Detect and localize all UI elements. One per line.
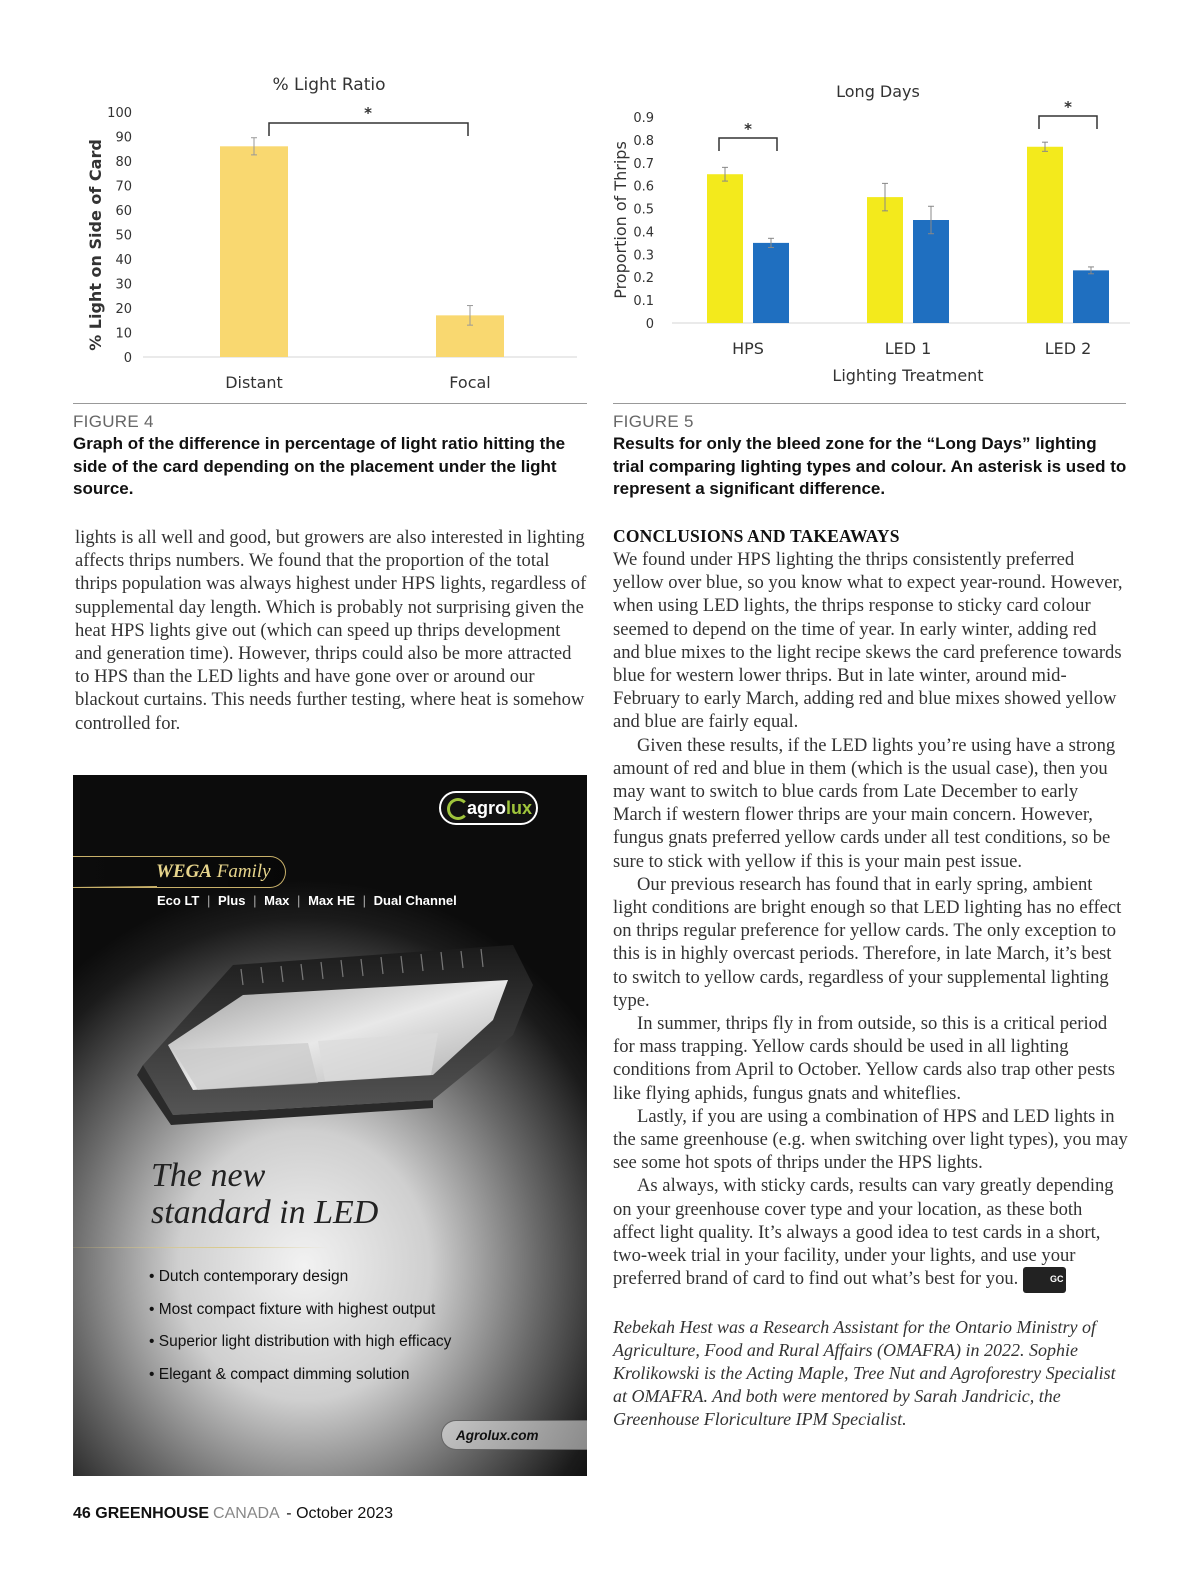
feature-item: • Dutch contemporary design	[149, 1268, 349, 1285]
feature-item: • Most compact fixture with highest output	[149, 1300, 436, 1318]
magazine-name: GREENHOUSE	[95, 1505, 210, 1522]
y-tick-label: 0.2	[633, 271, 654, 287]
y-tick-label: 90	[115, 130, 132, 146]
model-item: Plus	[218, 893, 246, 908]
significance-asterisk: *	[744, 120, 752, 138]
feature-list	[149, 1268, 451, 1398]
led-fixture-image	[113, 925, 553, 1155]
bar-yellow-led2	[1027, 147, 1063, 323]
significance-asterisk: *	[1064, 98, 1072, 116]
body-paragraph: Our previous research has found that in early spring, ambient light conditions are bright enough so that LED lighting has no effect on thrips regular preference for yellow cards. The only exception to this is in highly overcast periods. Therefore, in late March, it’s best to switch to yellow cards, regardless of your supplemental lighting type.	[613, 873, 1122, 1011]
ad-tagline	[151, 1157, 378, 1231]
model-item: Dual Channel	[373, 893, 457, 908]
significance-bracket	[1039, 116, 1097, 129]
section-heading: CONCLUSIONS AND TAKEAWAYS	[613, 526, 900, 546]
body-paragraph: Given these results, if the LED lights you’re using have a strong amount of red and blue in them (which is the usual case), then you may want to switch to blue cards from Late December to early March if western flower thrips are your main concern. However, fungus gnats preferred yellow cards under all test conditions, so be sure to stick with yellow if this is your main pest issue.	[613, 734, 1116, 872]
y-tick-label: 0.7	[633, 156, 654, 172]
feature-item: • Elegant & compact dimming solution	[149, 1365, 410, 1383]
y-tick-label: 70	[115, 179, 132, 195]
body-paragraph: Lastly, if you are using a combination of HPS and LED lights in the same greenhouse (e.g. when switching over light types), you may see some hot spots of thrips under the HPS lights.	[613, 1105, 1128, 1174]
family-brand: WEGA	[156, 861, 212, 882]
model-item: Max	[264, 893, 290, 908]
conclusions-section	[613, 526, 1128, 1432]
bar-blue-led2	[1073, 270, 1109, 323]
figure5-label: FIGURE 5	[613, 412, 694, 431]
body-paragraph: lights is all well and good, but growers are also interested in lighting affects thrips numbers. We found that the proportion of the total thrips population was always highest under HPS lights, regardless of supplemental day length. Which is probably not surprising given the heat HPS lights give out (which can speed up thrips development and generation time). However, thrips could also be more attracted to HPS than the LED lights and have gone over or around our blackout curtains. This needs further testing, where heat is somehow controlled for.	[75, 527, 587, 734]
y-tick-label: 30	[115, 277, 132, 293]
y-tick-label: 40	[115, 253, 132, 268]
x-tick-label: HPS	[732, 339, 764, 358]
issue-date: - October 2023	[286, 1505, 394, 1522]
left-column-text	[75, 526, 587, 735]
y-tick-label: 0.1	[633, 294, 654, 310]
y-tick-label: 0.3	[633, 248, 654, 264]
y-tick-label: 0.5	[633, 202, 654, 218]
magazine-name-light: CANADA	[213, 1505, 279, 1522]
body-paragraph-final	[613, 1174, 1128, 1292]
x-tick-label: Focal	[449, 373, 491, 392]
agrolux-advertisement[interactable]	[73, 775, 587, 1476]
y-tick-label: 0.8	[633, 133, 654, 149]
y-tick-label: 0	[645, 317, 654, 332]
body-paragraph: In summer, thrips fly in from outside, so this is a critical period for mass trapping. Yellow cards should be used in all lighting conditions from April to October. Yellow cards also trap other pests like flying aphids, fungus gnats and whiteflies.	[613, 1013, 1115, 1104]
figure4-label: FIGURE 4	[73, 412, 154, 431]
figure5-rule	[613, 403, 1126, 404]
bar-yellow-hps	[707, 174, 743, 323]
tagline-line-1: The new	[151, 1157, 266, 1194]
feature-item: • Superior light distribution with high efficacy	[149, 1333, 452, 1350]
bar-yellow-led1	[867, 197, 903, 323]
y-tick-label: 80	[115, 155, 132, 170]
y-tick-label: 60	[115, 204, 132, 219]
y-tick-label: 0.6	[633, 179, 654, 195]
model-item: Max HE	[308, 893, 356, 908]
bar-distant	[220, 146, 288, 357]
bar-blue-hps	[753, 243, 789, 323]
end-mark-icon: GC	[1023, 1267, 1067, 1292]
chart-title: % Light Ratio	[272, 75, 386, 95]
significance-bracket	[719, 138, 777, 151]
author-bio: Rebekah Hest was a Research Assistant for the Ontario Ministry of Agriculture, Food and Rural Affairs (OMAFRA) in 2022. Sophie Krolikowski is the Acting Maple, Tree Nut and Agroforestry Specialist at OMAFRA. And both were mentored by Sarah Jandricic, the Greenhouse Floriculture IPM Specialist.	[613, 1316, 1116, 1430]
logo-swirl-icon	[447, 798, 469, 820]
x-axis-label: Lighting Treatment	[832, 366, 984, 385]
final-paragraph-text: As always, with sticky cards, results can vary greatly depending on your greenhouse cover type and your location, as these both affect light quality. It’s always a good idea to test cards in a short, two-week trial in your facility, under your lights, and use your preferred brand of card to find out what’s best for you.	[613, 1175, 1114, 1290]
model-item: Eco LT	[157, 893, 200, 908]
bar-blue-led1	[913, 220, 949, 323]
model-list: Eco LT | Plus | Max | Max HE | Dual Channel	[157, 893, 457, 908]
wega-family-label	[73, 856, 286, 888]
x-tick-label: LED 1	[884, 339, 932, 358]
page-number: 46	[73, 1505, 91, 1522]
agrolux-url-link[interactable]: Agrolux.com	[441, 1420, 587, 1450]
body-paragraph: We found under HPS lighting the thrips consistently preferred yellow over blue, so you know what to expect year-round. However, when using LED lights, the thrips response to sticky card colour seemed to depend on the time of year. In early winter, adding red and blue mixes to the light recipe skews the card preference towards blue for western lower thrips. But in late winter, around mid-February to early March, adding red and blue mixes showed yellow and blue are fairly equal.	[613, 549, 1123, 733]
figure4-chart	[75, 60, 590, 400]
y-tick-label: 0.4	[633, 225, 654, 241]
significance-bracket	[269, 123, 468, 136]
x-tick-label: Distant	[225, 373, 283, 392]
agrolux-logo	[439, 791, 538, 825]
y-tick-label: 0.9	[633, 111, 654, 126]
figure5-chart	[610, 70, 1135, 400]
y-tick-label: 10	[115, 326, 132, 342]
y-axis-label: % Light on Side of Card	[86, 139, 105, 351]
y-axis-label: Proportion of Thrips	[611, 141, 630, 299]
y-tick-label: 50	[115, 228, 132, 244]
y-tick-label: 100	[107, 106, 132, 121]
logo-text-agro: agro	[467, 798, 507, 818]
tagline-line-2: standard in LED	[151, 1194, 379, 1231]
page-footer	[73, 1505, 393, 1523]
significance-asterisk: *	[364, 104, 372, 122]
chart-title: Long Days	[836, 82, 920, 101]
figure4-caption: Graph of the difference in percentage of light ratio hitting the side of the card depending on the placement under the light source.	[73, 434, 566, 498]
logo-text-lux: lux	[506, 798, 533, 818]
figure5-caption: Results for only the bleed zone for the “Long Days” lighting trial comparing lighting types and colour. An asterisk is used to represent a significant difference.	[613, 434, 1127, 498]
figure4-rule	[73, 403, 587, 404]
x-tick-label: LED 2	[1044, 339, 1092, 358]
family-word: Family	[216, 861, 271, 882]
y-tick-label: 20	[115, 302, 132, 317]
conclusions-body	[613, 548, 1128, 1293]
y-tick-label: 0	[123, 351, 132, 366]
